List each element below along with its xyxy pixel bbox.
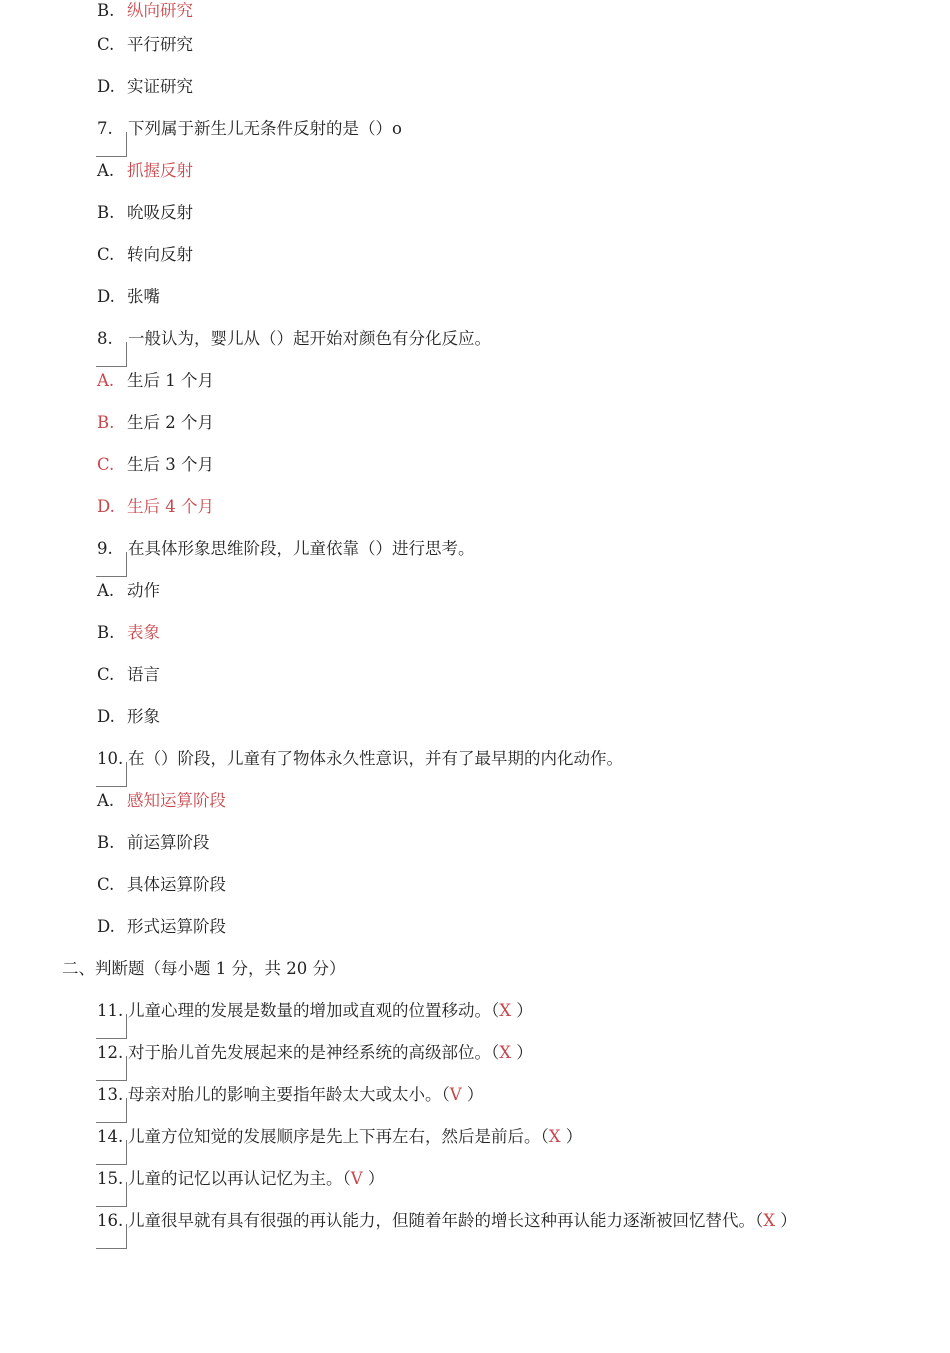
answer-box [96, 1098, 127, 1123]
option-text: 吮吸反射 [127, 203, 193, 222]
option-label: B. [97, 833, 115, 852]
option-label: B. [97, 1, 115, 20]
option-10d [97, 916, 226, 938]
section-heading: 二、判断题（每小题 1 分，共 20 分） [62, 959, 346, 978]
option-9b [97, 622, 160, 644]
option-label: D. [97, 287, 115, 306]
question-10 [97, 748, 623, 770]
option-text: 生后 4 个月 [127, 497, 214, 516]
question-text: 母亲对胎儿的影响主要指年龄太大或太小。 [128, 1085, 442, 1104]
option-text: 转向反射 [127, 245, 193, 264]
option-label: C. [97, 35, 115, 54]
option-text: 前运算阶段 [127, 833, 210, 852]
answer-box [96, 1140, 127, 1165]
question-14 [97, 1126, 582, 1148]
option-9d [97, 706, 160, 728]
question-text: 儿童的记忆以再认记忆为主。 [128, 1169, 343, 1188]
question-13 [97, 1084, 483, 1106]
option-text: 形式运算阶段 [127, 917, 226, 936]
question-text: 儿童方位知觉的发展顺序是先上下再左右，然后是前后。 [128, 1127, 541, 1146]
question-8 [97, 328, 491, 350]
option-text: 动作 [127, 581, 160, 600]
answer-box [96, 1014, 127, 1039]
question-11 [97, 1000, 533, 1022]
option-9c [97, 664, 160, 686]
question-number: 9. [97, 538, 128, 560]
option-label: C. [97, 245, 115, 264]
question-15 [97, 1168, 384, 1190]
option-text: 具体运算阶段 [127, 875, 226, 894]
option-6b [97, 0, 193, 22]
answer-box [96, 1224, 127, 1249]
question-text: 在（）阶段，儿童有了物体永久性意识，并有了最早期的内化动作。 [128, 749, 623, 768]
option-9a [97, 580, 160, 602]
answer-mark: （X ） [755, 1211, 797, 1230]
question-text: 下列属于新生儿无条件反射的是（）o [128, 119, 402, 138]
question-number: 14. [97, 1126, 128, 1148]
question-9 [97, 538, 475, 560]
option-label: B. [97, 413, 115, 432]
option-text: 实证研究 [127, 77, 193, 96]
option-7c [97, 244, 193, 266]
option-6c [97, 34, 193, 56]
question-text: 一般认为，婴儿从（）起开始对颜色有分化反应。 [128, 329, 491, 348]
option-text: 形象 [127, 707, 160, 726]
answer-box [96, 552, 127, 577]
option-label: A. [97, 791, 115, 810]
option-label: B. [97, 623, 115, 642]
option-10a [97, 790, 226, 812]
option-text: 张嘴 [127, 287, 160, 306]
answer-mark: （X ） [491, 1043, 533, 1062]
option-text: 平行研究 [127, 35, 193, 54]
option-text: 纵向研究 [127, 1, 193, 20]
option-label: B. [97, 203, 115, 222]
question-text: 儿童很早就有具有很强的再认能力，但随着年龄的增长这种再认能力逐渐被回忆替代。 [128, 1211, 755, 1230]
question-number: 11. [97, 1000, 128, 1022]
option-label: D. [97, 917, 115, 936]
option-10c [97, 874, 226, 896]
option-text: 语言 [127, 665, 160, 684]
question-text: 在具体形象思维阶段，儿童依靠（）进行思考。 [128, 539, 475, 558]
question-number: 12. [97, 1042, 128, 1064]
option-10b [97, 832, 210, 854]
option-text: 生后 2 个月 [127, 413, 214, 432]
option-8d [97, 496, 214, 518]
option-7b [97, 202, 193, 224]
answer-box [96, 1182, 127, 1207]
question-16 [97, 1210, 797, 1232]
option-8a [97, 370, 214, 392]
answer-box [96, 1056, 127, 1081]
option-label: C. [97, 875, 115, 894]
question-number: 16. [97, 1210, 128, 1232]
question-number: 15. [97, 1168, 128, 1190]
answer-box [96, 342, 127, 367]
option-label: A. [97, 161, 115, 180]
option-label: D. [97, 497, 115, 516]
question-text: 儿童心理的发展是数量的增加或直观的位置移动。 [128, 1001, 491, 1020]
answer-mark: （X ） [491, 1001, 533, 1020]
option-label: C. [97, 455, 115, 474]
answer-box [96, 132, 127, 157]
option-label: D. [97, 77, 115, 96]
option-8b [97, 412, 214, 434]
option-text: 生后 1 个月 [127, 371, 214, 390]
option-text: 感知运算阶段 [127, 791, 226, 810]
question-number: 10. [97, 748, 128, 770]
option-6d [97, 76, 193, 98]
option-label: A. [97, 371, 115, 390]
question-number: 13. [97, 1084, 128, 1106]
answer-box [96, 762, 127, 787]
question-12 [97, 1042, 533, 1064]
option-label: D. [97, 707, 115, 726]
option-7d [97, 286, 160, 308]
option-text: 抓握反射 [127, 161, 193, 180]
question-text: 对于胎儿首先发展起来的是神经系统的高级部位。 [128, 1043, 491, 1062]
option-text: 表象 [127, 623, 160, 642]
answer-mark: （V ） [441, 1085, 484, 1104]
answer-mark: （V ） [342, 1169, 385, 1188]
answer-mark: （X ） [540, 1127, 583, 1146]
option-8c [97, 454, 214, 476]
option-7a [97, 160, 193, 182]
question-number: 8. [97, 328, 128, 350]
option-label: A. [97, 581, 115, 600]
option-label: C. [97, 665, 115, 684]
question-number: 7. [97, 118, 128, 140]
option-text: 生后 3 个月 [127, 455, 214, 474]
question-7 [97, 118, 402, 140]
